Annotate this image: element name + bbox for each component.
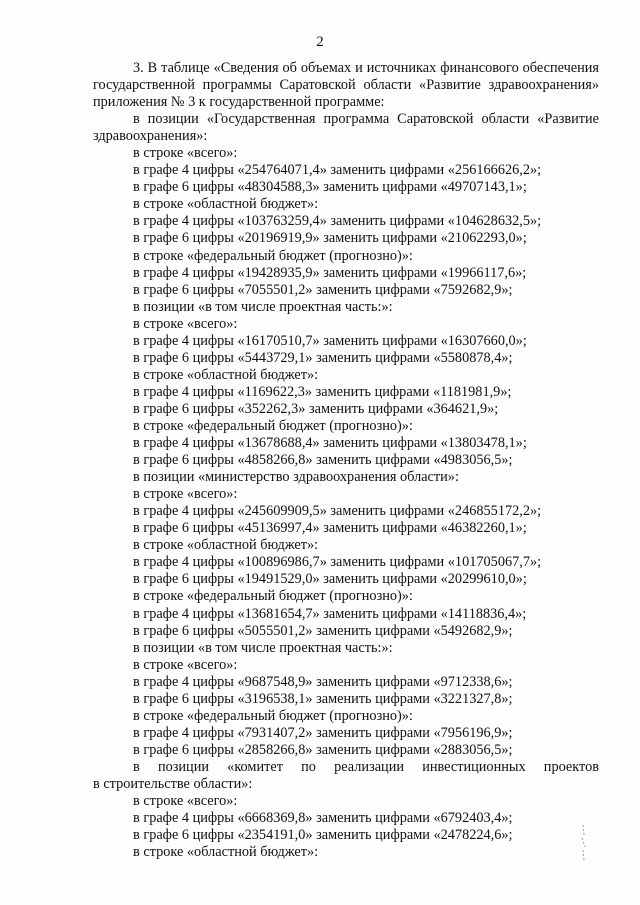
text-line: в графе 4 цифры «1169622,3» заменить цифрами «1181981,9»; [133,383,512,400]
text-line: в позиции «в том числе проектная часть:»: [133,298,393,315]
text-line: в графе 6 цифры «352262,3» заменить цифрами «364621,9»; [133,400,499,417]
text-line: в позиции «Государственная программа Саратовской области «Развитие [133,111,599,128]
text-line: в графе 6 цифры «19491529,0» заменить цифрами «20299610,0»; [133,571,527,588]
text-line: в строке «областной бюджет»: [133,366,319,383]
text-line: в графе 4 цифры «100896986,7» заменить цифрами «101705067,7»; [133,554,542,571]
text-line: в графе 4 цифры «254764071,4» заменить цифрами «256166626,2»; [133,162,542,179]
text-line: в строке «областной бюджет»: [133,196,319,213]
text-line: в строке «федеральный бюджет (прогнозно)»: [133,247,413,264]
text-line: здравоохранения»: [93,128,208,145]
text-line: государственной программы Саратовской области «Развитие здравоохранения» [93,77,599,94]
text-line: в строке «всего»: [133,145,238,162]
text-line: в строке «федеральный бюджет (прогнозно)»: [133,707,413,724]
text-line: в графе 4 цифры «13678688,4» заменить цифрами «13803478,1»; [133,435,527,452]
text-line: в графе 6 цифры «5055501,2» заменить цифрами «5492682,9»; [133,622,513,639]
page-number: 2 [316,34,324,50]
text-line: в графе 6 цифры «2354191,0» заменить цифрами «2478224,6»; [133,827,513,844]
text-line: 3. В таблице «Сведения об объемах и источниках финансового обеспечения [133,60,599,76]
text-line: в графе 6 цифры «5443729,1» заменить цифрами «5580878,4»; [133,349,513,366]
text-line: в строке «областной бюджет»: [133,537,319,554]
text-line: в графе 4 цифры «13681654,7» заменить цифрами «14118836,4»; [133,605,527,622]
text-line: в строке «федеральный бюджет (прогнозно)»: [133,417,413,434]
text-line: в строке «областной бюджет»: [133,844,319,861]
text-line: в графе 6 цифры «3196538,1» заменить цифрами «3221327,8»; [133,690,513,707]
text-line: в позиции «в том числе проектная часть:»: [133,639,393,656]
text-line: в строке «федеральный бюджет (прогнозно)»: [133,588,413,605]
text-line: в графе 6 цифры «48304588,3» заменить цифрами «49707143,1»; [133,179,527,196]
text-line: в графе 6 цифры «2858266,8» заменить цифрами «2883056,5»; [133,741,513,758]
text-line: в графе 4 цифры «103763259,4» заменить цифрами «104628632,5»; [133,213,542,230]
text-line: в строке «всего»: [133,656,238,673]
text-line: в строке «всего»: [133,486,238,503]
text-line: в графе 4 цифры «16170510,7» заменить цифрами «16307660,0»; [133,332,527,349]
text-line: в позиции «министерство здравоохранения области»: [133,469,459,486]
text-line: в графе 4 цифры «245609909,5» заменить цифрами «246855172,2»; [133,503,542,520]
text-line: в графе 4 цифры «6668369,8» заменить цифрами «6792403,4»; [133,810,513,827]
text-line: в строке «всего»: [133,793,238,810]
text-line: в графе 4 цифры «19428935,9» заменить цифрами «19966117,6»; [133,264,527,281]
text-line: в графе 6 цифры «20196919,9» заменить цифрами «21062293,0»; [133,230,527,247]
text-line: в графе 6 цифры «45136997,4» заменить цифрами «46382260,1»; [133,520,527,537]
text-line: в позиции «комитет по реализации инвестиционных проектов [133,758,599,775]
text-line: в графе 6 цифры «4858266,8» заменить цифрами «4983056,5»; [133,452,513,469]
text-line: в графе 4 цифры «9687548,9» заменить цифрами «9712338,6»; [133,673,513,690]
amendment-text [93,60,599,861]
text-line: приложения № 3 к государственной программе: [93,94,385,111]
text-line: в графе 6 цифры «7055501,2» заменить цифрами «7592682,9»; [133,281,513,298]
text-line: в строке «всего»: [133,315,238,332]
text-line: в графе 4 цифры «7931407,2» заменить цифрами «7956196,9»; [133,724,513,741]
margin-mark [574,823,592,863]
text-line: в строительстве области»: [93,775,253,792]
